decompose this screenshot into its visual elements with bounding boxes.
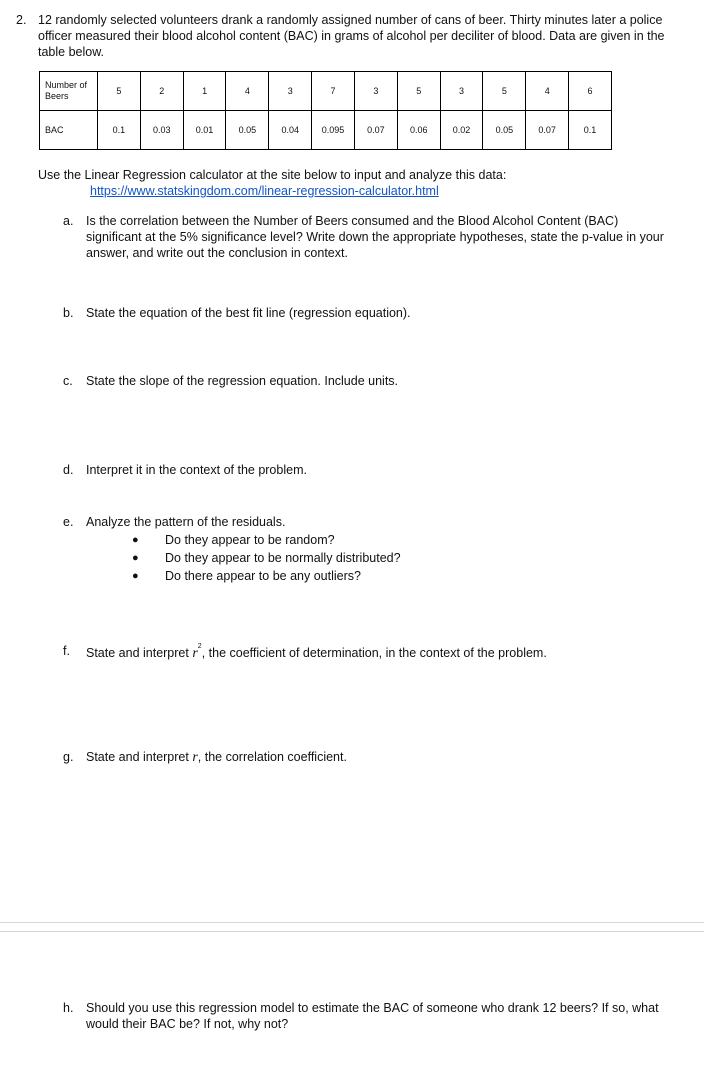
question-c-letter: c.: [63, 374, 73, 388]
table-cell: 1: [183, 72, 226, 111]
table-header-bac: BAC: [40, 111, 98, 150]
table-cell: 3: [440, 72, 483, 111]
table-cell: 0.01: [183, 111, 226, 150]
r-variable: r: [192, 646, 198, 662]
table-cell: 7: [312, 72, 355, 111]
table-cell: 0.07: [354, 111, 397, 150]
problem-intro: 12 randomly selected volunteers drank a randomly assigned number of cans of beer. Thirty minutes later a police officer measured their blood alcohol content (BAC) in grams of alcohol per deciliter of blood. Data are given in the table below.: [38, 13, 665, 59]
list-item: [132, 549, 401, 567]
table-header-beers: Number of Beers: [40, 72, 98, 111]
table-cell: 4: [226, 72, 269, 111]
question-g-letter: g.: [63, 750, 74, 764]
bullet-text: Do they appear to be normally distributed?: [165, 551, 401, 565]
question-f-suffix: , the coefficient of determination, in the context of the problem.: [201, 646, 547, 661]
question-b-text: State the equation of the best fit line (regression equation).: [86, 306, 411, 320]
table-row-beers: [40, 72, 612, 111]
squared-exponent: 2: [197, 643, 202, 650]
question-h-text: Should you use this regression model to estimate the BAC of someone who drank 12 beers? If so, what would their BAC be? If not, why not?: [86, 1001, 659, 1031]
table-cell: 3: [269, 72, 312, 111]
bullet-icon: ●: [132, 552, 139, 564]
problem-number: 2.: [16, 13, 27, 27]
table-cell: 0.04: [269, 111, 312, 150]
table-cell: 0.05: [483, 111, 526, 150]
table-cell: 0.03: [140, 111, 183, 150]
table-cell: 0.095: [312, 111, 355, 150]
table-cell: 0.06: [397, 111, 440, 150]
question-a-text: Is the correlation between the Number of Beers consumed and the Blood Alcohol Content (BAC) significant at the 5% significance level? Write down the appropriate hypotheses, state the p-value in your answer, and write out the conclusion in context.: [86, 214, 664, 260]
page-divider: [0, 931, 704, 932]
table-cell: 5: [98, 72, 141, 111]
list-item: [132, 531, 401, 549]
question-c-text: State the slope of the regression equation. Include units.: [86, 374, 399, 388]
question-e-text: Analyze the pattern of the residuals.: [86, 515, 286, 529]
question-e-letter: e.: [63, 515, 74, 529]
residual-bullet-list: [132, 531, 401, 585]
question-g-prefix: State and interpret: [86, 750, 189, 764]
bullet-text: Do they appear to be random?: [165, 533, 335, 547]
list-item: [132, 567, 401, 585]
question-a-letter: a.: [63, 214, 74, 228]
question-d-letter: d.: [63, 463, 74, 477]
bullet-icon: ●: [132, 570, 139, 582]
table-cell: 5: [397, 72, 440, 111]
question-g-text: [86, 749, 666, 766]
question-g-suffix: , the correlation coefficient.: [197, 750, 347, 764]
instructions-text: Use the Linear Regression calculator at the site below to input and analyze this data:: [38, 168, 507, 182]
question-b-letter: b.: [63, 306, 74, 320]
question-f-text: [86, 643, 666, 662]
page-divider: [0, 922, 704, 923]
question-d-text: Interpret it in the context of the problem.: [86, 463, 307, 477]
calculator-link[interactable]: https://www.statskingdom.com/linear-regression-calculator.html: [90, 184, 439, 198]
table-cell: 2: [140, 72, 183, 111]
bullet-icon: ●: [132, 534, 139, 546]
table-cell: 6: [569, 72, 612, 111]
question-f-prefix: State and interpret: [86, 646, 189, 661]
table-cell: 0.02: [440, 111, 483, 150]
question-f-letter: f.: [63, 644, 70, 658]
table-cell: 3: [354, 72, 397, 111]
question-h-letter: h.: [63, 1001, 74, 1015]
table-row-bac: [40, 111, 612, 150]
data-table: [39, 71, 612, 150]
table-cell: 4: [526, 72, 569, 111]
r-variable: r: [192, 750, 198, 765]
table-cell: 0.1: [98, 111, 141, 150]
table-cell: 0.1: [569, 111, 612, 150]
table-cell: 5: [483, 72, 526, 111]
bullet-text: Do there appear to be any outliers?: [165, 569, 361, 583]
table-cell: 0.05: [226, 111, 269, 150]
table-cell: 0.07: [526, 111, 569, 150]
